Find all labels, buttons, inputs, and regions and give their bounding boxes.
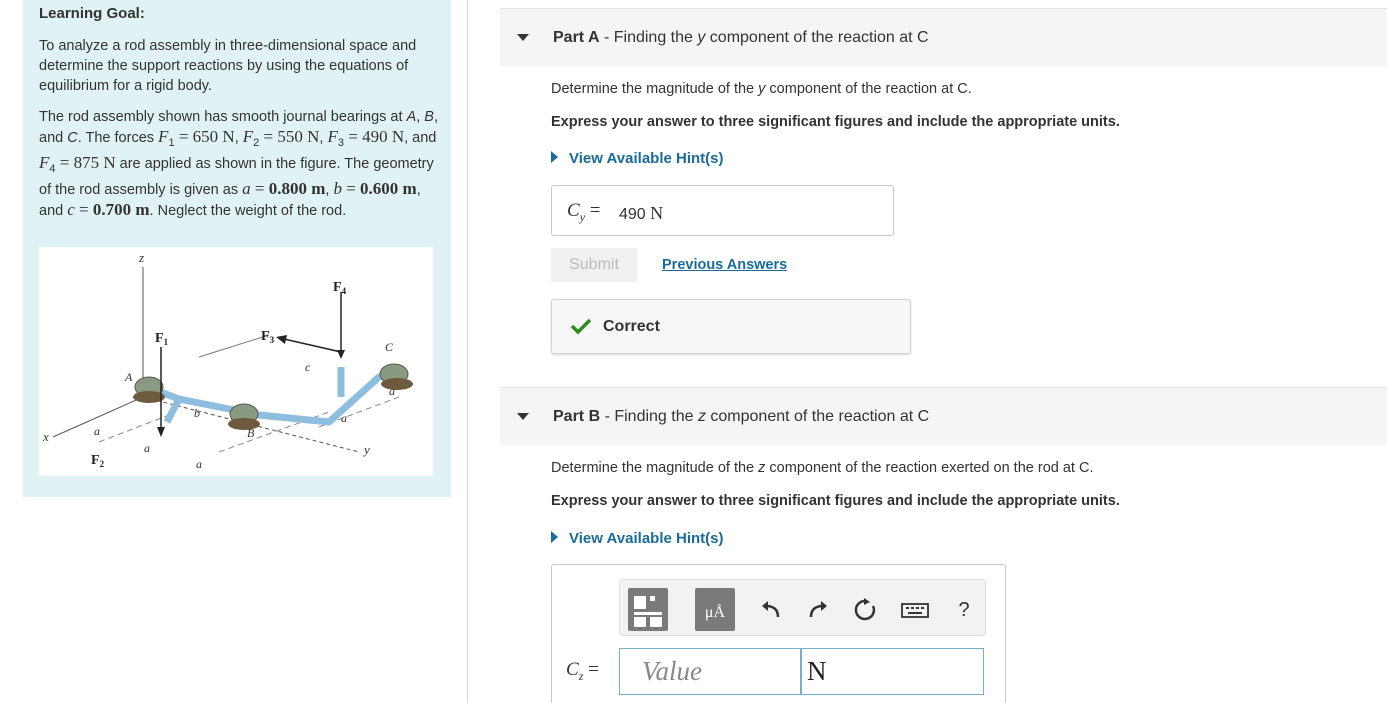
reset-icon[interactable]	[852, 597, 878, 623]
part-a-hint-toggle[interactable]: View Available Hint(s)	[551, 150, 724, 167]
part-a-title: Part A - Finding the y component of the reaction at C	[553, 29, 929, 46]
part-b-question: Determine the magnitude of the z component of the reaction exerted on the rod at C.	[551, 460, 1094, 476]
units-button[interactable]: μÅ	[695, 588, 735, 631]
previous-answers-link[interactable]: Previous Answers	[662, 257, 788, 273]
rod-assembly-figure	[39, 247, 433, 476]
dim-a-3: a	[196, 457, 202, 471]
dim-b: b	[194, 406, 200, 420]
part-b-answer-editor	[551, 564, 1006, 703]
cy-label: $C_y$ =	[567, 200, 601, 224]
dim-a-2: a	[144, 441, 150, 455]
part-b-instruction: Express your answer to three significant figures and include the appropriate units.	[551, 493, 1120, 509]
learning-goal-panel	[23, 0, 451, 497]
template-grid-icon	[628, 588, 668, 631]
feedback-text: Correct	[603, 318, 660, 335]
point-c-label: C	[385, 340, 394, 354]
collapse-triangle-icon[interactable]	[517, 413, 529, 420]
problem-statement: The rod assembly shown has smooth journal bearings at A, B, and C. The forces $F_1 = 650$ N, $F_2 = 550$ N, $F_3 = 490$ N, and $F_4 = 875$ N are applied as shown in the figure. The geometry of the rod assembly is given as a = 0.800 m, b = 0.600 m, and c = 0.700 m. Neglect the weight of the rod.	[39, 109, 438, 219]
learning-goal-intro: To analyze a rod assembly in three-dimensional space and determine the support reactions by using the equations of equilibrium for a rigid body.	[39, 38, 417, 94]
dim-a-1: a	[94, 424, 100, 438]
part-b-hint-toggle[interactable]: View Available Hint(s)	[551, 530, 724, 547]
dim-a-5: a	[389, 384, 395, 398]
f2-label: $F_2$	[91, 453, 105, 469]
f1-label: $F_1$	[155, 331, 169, 347]
part-b-title: Part B - Finding the z component of the reaction at C	[553, 408, 930, 425]
part-a-question: Determine the magnitude of the y component of the reaction at C.	[551, 81, 972, 97]
cz-label: $C_z$ =	[566, 659, 599, 683]
part-b-header[interactable]	[500, 387, 1387, 445]
unit-input[interactable]: N	[801, 648, 984, 695]
dim-a-4: a	[341, 411, 347, 425]
help-icon[interactable]: ?	[958, 599, 970, 621]
axis-y-label: y	[364, 442, 370, 457]
axis-z-label: z	[139, 250, 145, 265]
part-a-answer-box	[551, 185, 894, 236]
f3-label: $F_3$	[261, 329, 275, 345]
f4-label: $F_4$	[333, 280, 347, 296]
feedback-correct-box	[551, 299, 911, 354]
point-b-label: B	[247, 426, 255, 440]
part-a-instruction: Express your answer to three significant figures and include the appropriate units.	[551, 114, 1120, 130]
undo-icon[interactable]	[758, 597, 784, 623]
value-input[interactable]: Value	[619, 648, 801, 695]
redo-icon[interactable]	[805, 597, 831, 623]
expand-triangle-icon	[551, 151, 558, 163]
dim-c: c	[305, 360, 311, 374]
expand-triangle-icon	[551, 531, 558, 543]
cy-answer-value: 490 N	[619, 203, 664, 223]
part-a-header[interactable]	[500, 8, 1387, 66]
math-toolbar	[619, 579, 986, 636]
templates-button[interactable]	[628, 588, 668, 631]
learning-goal-heading: Learning Goal:	[39, 5, 145, 22]
point-a-label: A	[125, 370, 133, 384]
axis-x-label: x	[43, 429, 49, 444]
panel-divider	[467, 0, 468, 703]
keyboard-icon[interactable]	[900, 597, 930, 623]
collapse-triangle-icon[interactable]	[517, 34, 529, 41]
part-a-submit-button[interactable]: Submit	[551, 248, 637, 282]
checkmark-icon	[570, 317, 592, 335]
